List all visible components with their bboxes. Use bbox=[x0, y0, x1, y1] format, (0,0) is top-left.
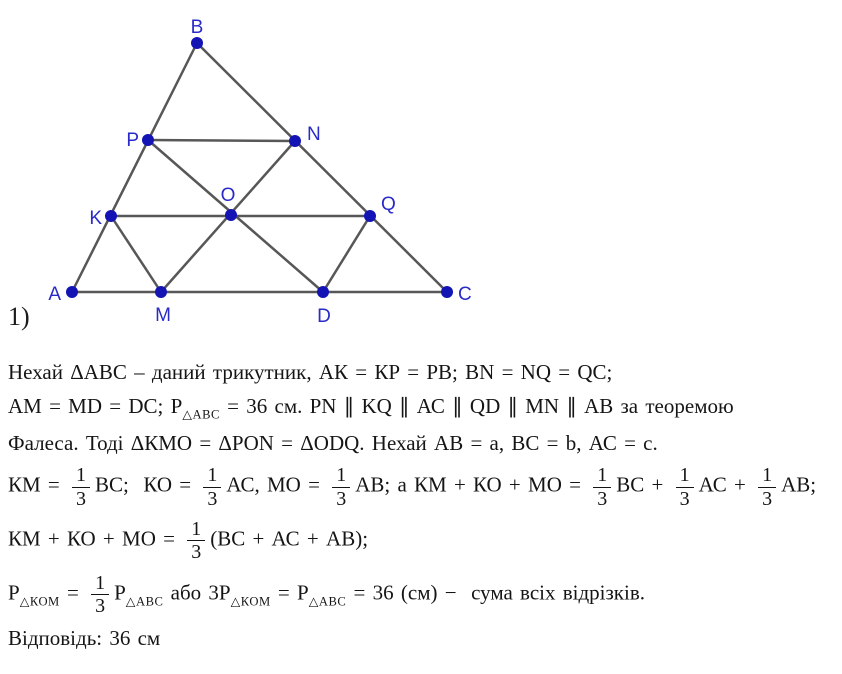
fraction-denominator: 3 bbox=[336, 487, 347, 510]
math-text: (ВС + АС + АВ); bbox=[210, 526, 369, 551]
point-C bbox=[441, 286, 453, 298]
fraction bbox=[758, 464, 776, 510]
point-N bbox=[289, 135, 301, 147]
fraction-denominator: 3 bbox=[76, 487, 87, 510]
fraction-numerator: 1 bbox=[187, 518, 205, 541]
subscript: △КОМ bbox=[230, 594, 271, 609]
point-D bbox=[317, 286, 329, 298]
fraction-denominator: 3 bbox=[207, 487, 218, 510]
math-text: Р bbox=[8, 580, 20, 605]
point-P bbox=[142, 134, 154, 146]
solution-line-7 bbox=[8, 626, 838, 652]
subscript: △АВС bbox=[125, 594, 164, 609]
fraction bbox=[72, 464, 90, 510]
edge-QD bbox=[323, 216, 370, 292]
solution-text bbox=[8, 360, 838, 659]
fraction-numerator: 1 bbox=[758, 464, 776, 487]
point-label-A: A bbox=[48, 284, 61, 305]
triangle-diagram bbox=[0, 0, 500, 345]
math-text: Відповідь: 36 см bbox=[8, 625, 161, 650]
fraction-numerator: 1 bbox=[72, 464, 90, 487]
edge-KM bbox=[111, 216, 161, 292]
math-text: Фалеса. Тоді ΔКМО = ΔPON = ΔODQ. Нехай АВ = a, ВС = b, АС = c. bbox=[8, 430, 658, 455]
fraction-denominator: 3 bbox=[597, 487, 608, 510]
fraction-numerator: 1 bbox=[676, 464, 694, 487]
edge-PN bbox=[148, 140, 295, 141]
math-text: КМ = bbox=[8, 472, 68, 497]
fraction-numerator: 1 bbox=[91, 572, 109, 595]
fraction-numerator: 1 bbox=[593, 464, 611, 487]
math-text: АВ; а КМ + КО + МО = bbox=[355, 472, 589, 497]
math-text: КМ + КО + МО = bbox=[8, 526, 183, 551]
subscript: △АВС bbox=[182, 407, 220, 422]
math-text: = Р bbox=[270, 580, 309, 605]
point-O bbox=[225, 209, 237, 221]
fraction bbox=[332, 464, 350, 510]
fraction bbox=[676, 464, 694, 510]
point-label-N: N bbox=[307, 124, 321, 145]
solution-line-2 bbox=[8, 394, 838, 423]
solution-line-6 bbox=[8, 572, 838, 618]
fraction-numerator: 1 bbox=[332, 464, 350, 487]
math-text: = 36 см. PN ∥ KQ ∥ АС ∥ QD ∥ MN ∥ АВ за теоремою bbox=[219, 393, 734, 418]
point-label-O: O bbox=[220, 185, 236, 206]
fraction-denominator: 3 bbox=[679, 487, 690, 510]
math-text: ВС; КО = bbox=[95, 472, 199, 497]
math-text: Р bbox=[114, 580, 126, 605]
point-label-D: D bbox=[317, 306, 331, 327]
point-label-B: B bbox=[190, 17, 204, 38]
point-B bbox=[191, 37, 203, 49]
point-label-P: P bbox=[126, 130, 139, 151]
point-K bbox=[105, 210, 117, 222]
math-text: ВС + bbox=[616, 472, 671, 497]
point-A bbox=[66, 286, 78, 298]
solution-line-3 bbox=[8, 431, 838, 457]
fraction bbox=[187, 518, 205, 564]
solution-line-5 bbox=[8, 518, 838, 564]
fraction-numerator: 1 bbox=[203, 464, 221, 487]
fraction-denominator: 3 bbox=[191, 541, 202, 564]
math-text: АМ = MD = DC; Р bbox=[8, 393, 183, 418]
edge-BC bbox=[197, 43, 447, 292]
point-Q bbox=[364, 210, 376, 222]
subscript: △АВС bbox=[308, 594, 347, 609]
point-label-M: M bbox=[155, 305, 171, 326]
solution-line-1 bbox=[8, 360, 838, 386]
fraction bbox=[203, 464, 221, 510]
math-text: = 36 (см) − сума всіх відрізків. bbox=[346, 580, 646, 605]
figure-number: 1) bbox=[8, 302, 30, 331]
point-label-C: C bbox=[458, 284, 472, 305]
math-text: = bbox=[59, 580, 87, 605]
fraction-denominator: 3 bbox=[95, 595, 106, 618]
math-text: або 3Р bbox=[163, 580, 231, 605]
math-text: АС, МО = bbox=[226, 472, 328, 497]
fraction bbox=[91, 572, 109, 618]
point-M bbox=[155, 286, 167, 298]
solution-line-4 bbox=[8, 464, 838, 510]
figure-area bbox=[0, 0, 500, 345]
math-text: АВ; bbox=[781, 472, 817, 497]
subscript: △КОМ bbox=[19, 594, 60, 609]
point-label-K: K bbox=[89, 208, 102, 229]
fraction-denominator: 3 bbox=[762, 487, 773, 510]
math-text: АС + bbox=[698, 472, 754, 497]
math-text: Нехай ΔАВС – даний трикутник, АК = КР = РВ; BN = NQ = QC; bbox=[8, 360, 613, 384]
fraction bbox=[593, 464, 611, 510]
point-label-Q: Q bbox=[381, 194, 396, 215]
